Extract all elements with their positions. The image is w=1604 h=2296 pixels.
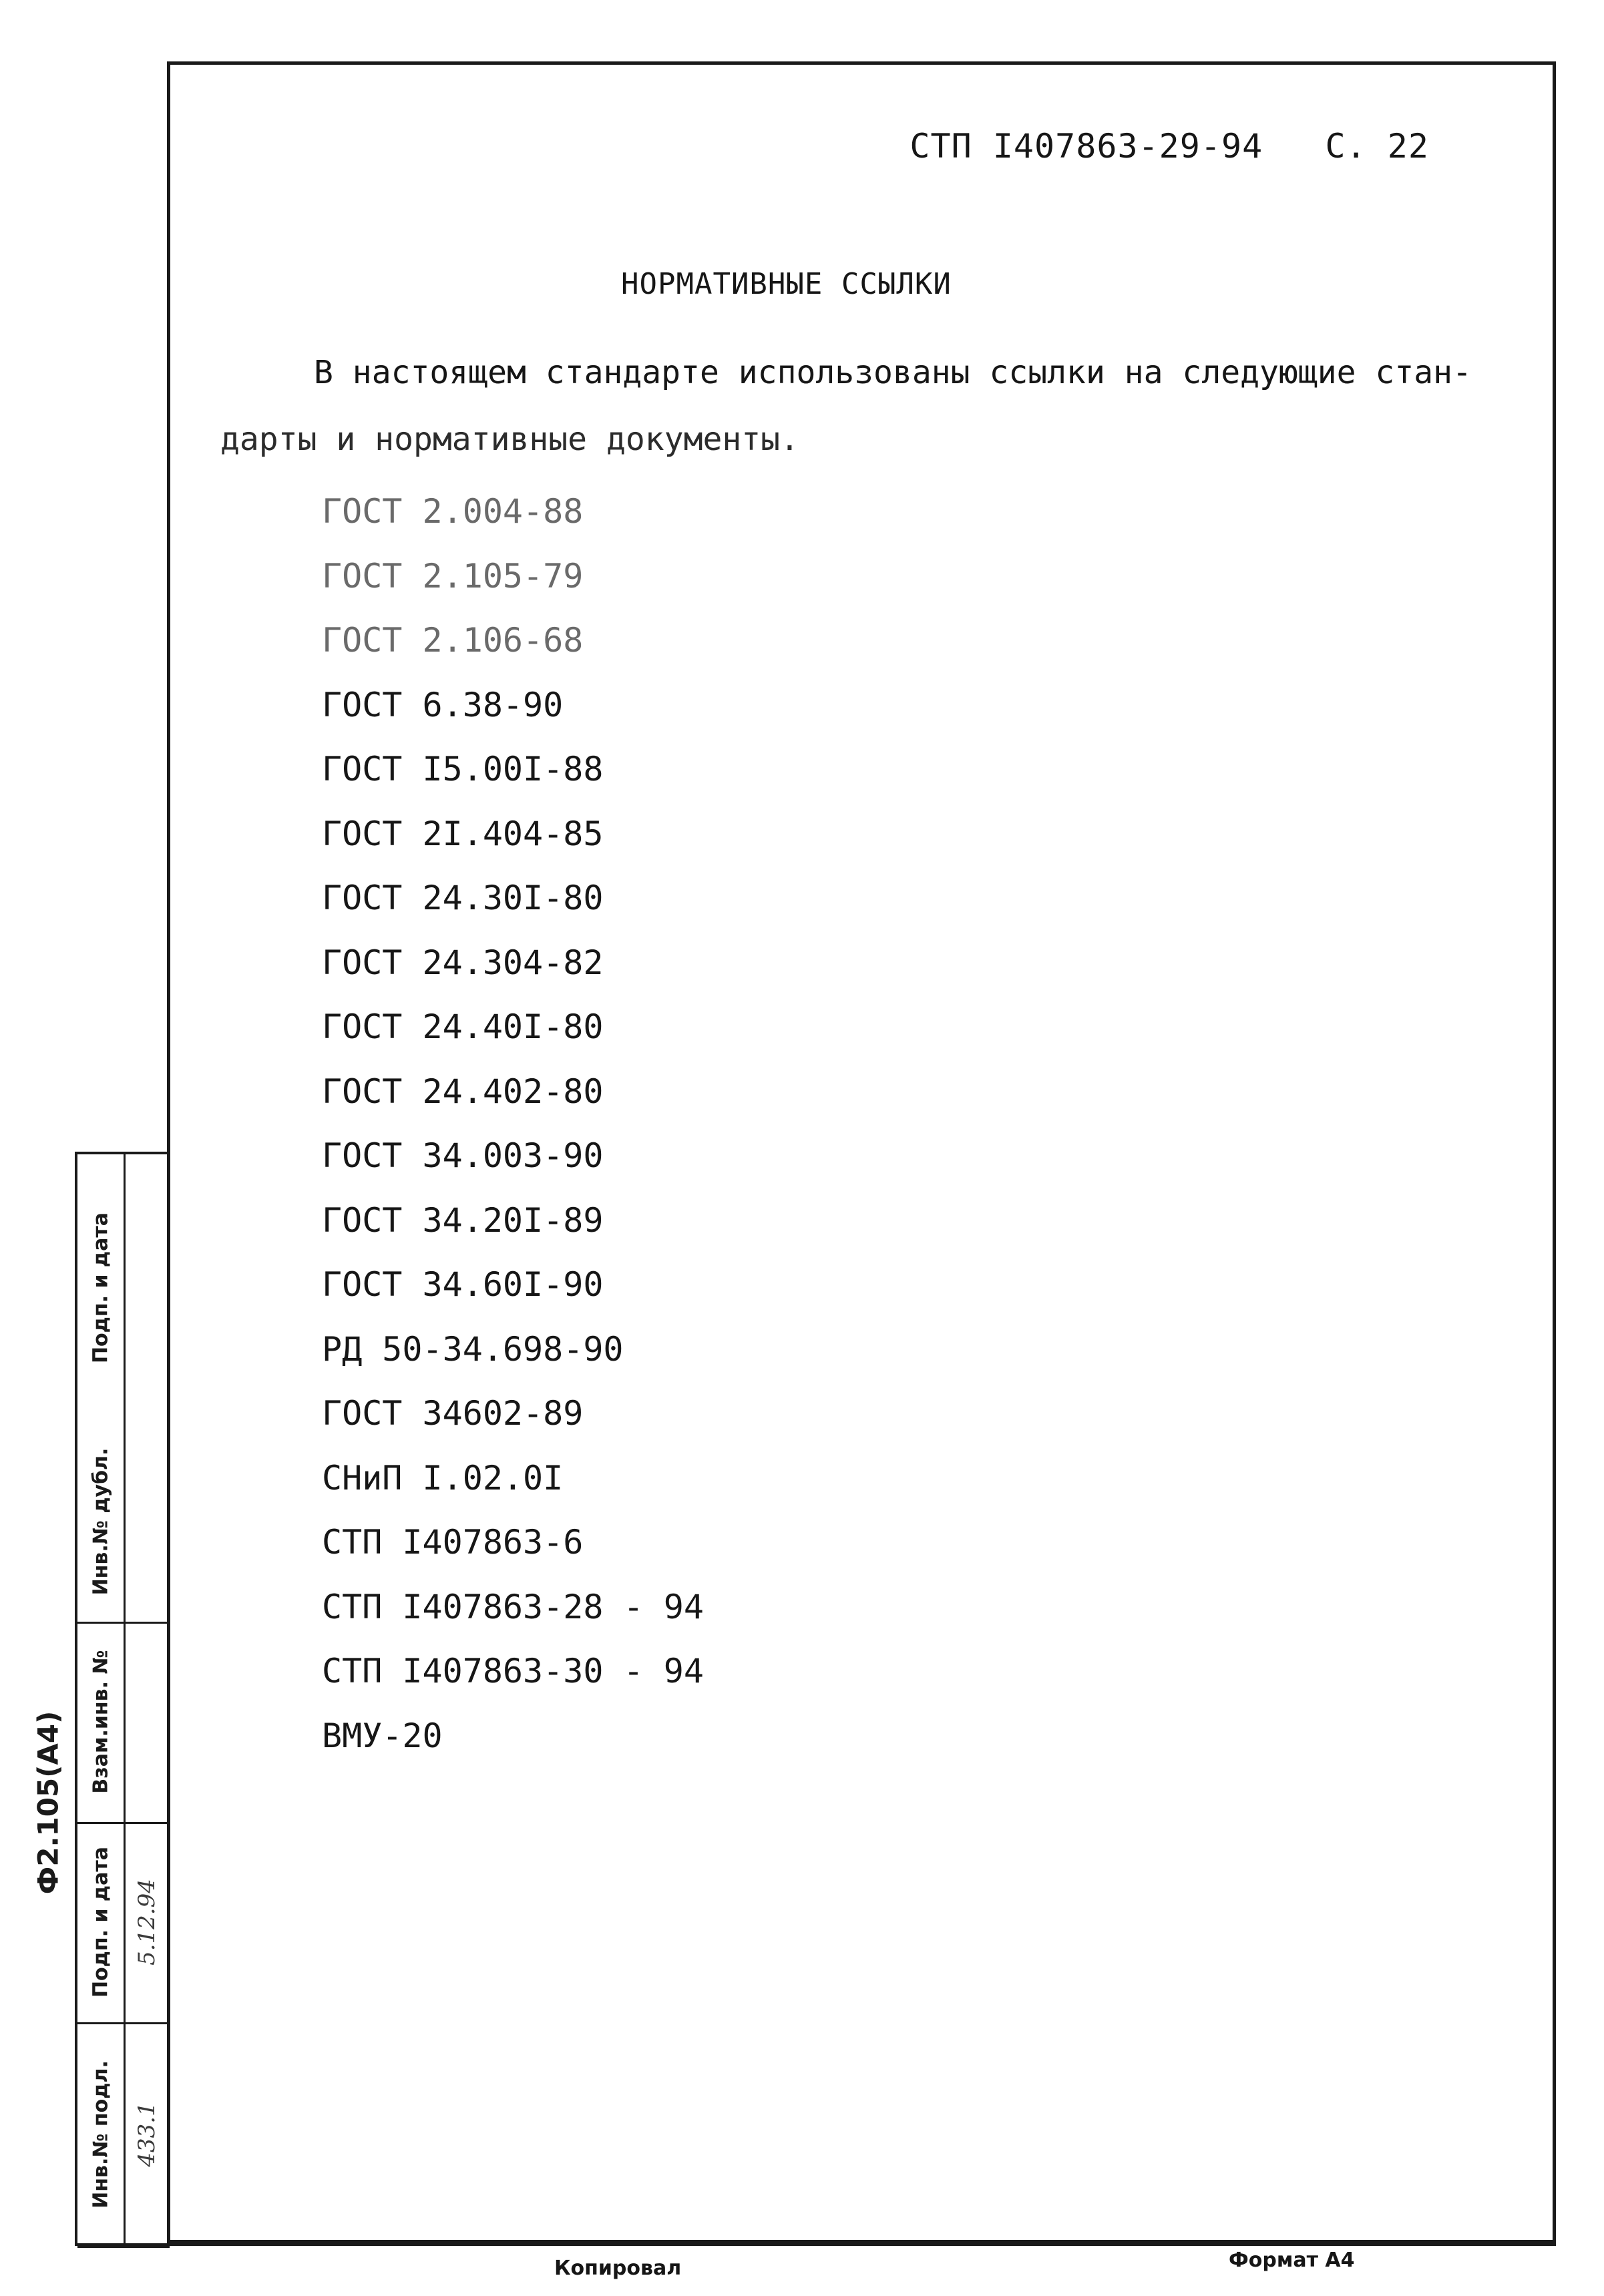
form-code: Ф2.105(А4) [31, 1710, 65, 1895]
reference-item: СТП I407863-30 - 94 [322, 1652, 704, 1690]
stamp-labels [77, 1154, 126, 2243]
intro-line-1: В настоящем стандарте использованы ссылки на следующие стан- [314, 354, 1472, 391]
reference-item: ГОСТ 2.105-79 [322, 556, 584, 596]
reference-item: ВМУ-20 [322, 1716, 443, 1755]
reference-item: ГОСТ 24.402-80 [322, 1072, 604, 1111]
stamp-cell [124, 1421, 170, 1624]
doc-code: СТП I407863-29-94 [910, 127, 1263, 166]
reference-item: ГОСТ 24.30I-80 [322, 879, 604, 917]
stamp-cell [77, 1622, 124, 1824]
reference-item: ГОСТ 34.60I-90 [322, 1265, 604, 1304]
document-header [910, 127, 1429, 166]
reference-item: ГОСТ 34.003-90 [322, 1136, 604, 1175]
reference-list [322, 479, 704, 1768]
reference-item: ГОСТ 2I.404-85 [322, 814, 604, 853]
stamp-cell [124, 2022, 170, 2248]
reference-item: ГОСТ 2.004-88 [322, 492, 584, 531]
footer-copied: Копировал [554, 2257, 682, 2280]
footer-format: Формат А4 [1229, 2249, 1355, 2272]
page-number: С. 22 [1325, 127, 1429, 166]
stamp-cell [77, 1822, 124, 2024]
reference-item: ГОСТ 34602-89 [322, 1394, 584, 1433]
stamp-label: Подп. и дата [89, 1212, 112, 1364]
stamp-value: 433.1 [133, 2101, 160, 2167]
stamp-cell [124, 1154, 170, 1421]
stamp-cell [124, 1822, 170, 2024]
reference-item: СТП I407863-28 - 94 [322, 1587, 704, 1626]
footer-line [75, 2243, 1556, 2246]
stamp-cell [124, 1622, 170, 1824]
reference-item: ГОСТ 24.40I-80 [322, 1007, 604, 1046]
reference-item: ГОСТ 2.106-68 [322, 621, 584, 660]
binding-stamp [75, 1152, 167, 2243]
reference-item: ГОСТ 34.20I-89 [322, 1200, 604, 1240]
reference-item: РД 50-34.698-90 [322, 1329, 624, 1369]
reference-item: СТП I407863-6 [322, 1523, 584, 1562]
section-title: НОРМАТИВНЫЕ ССЫЛКИ [621, 267, 952, 301]
stamp-value: 5.12.94 [133, 1879, 160, 1966]
stamp-cell [77, 2022, 124, 2248]
stamp-cell [77, 1154, 124, 1421]
reference-item: СНиП I.02.0I [322, 1458, 564, 1498]
reference-item: ГОСТ 6.38-90 [322, 685, 564, 724]
intro-line-2: дарты и нормативные документы. [220, 421, 799, 458]
stamp-cell [77, 1421, 124, 1624]
reference-item: ГОСТ 24.304-82 [322, 943, 604, 982]
stamp-label: Инв.№ подл. [89, 2060, 112, 2209]
stamp-values [124, 1154, 170, 2243]
stamp-label: Инв.№ дубл. [89, 1447, 112, 1596]
stamp-label: Подп. и дата [89, 1846, 112, 1998]
reference-item: ГОСТ I5.00I-88 [322, 750, 604, 788]
stamp-label: Взам.инв. № [89, 1650, 112, 1794]
